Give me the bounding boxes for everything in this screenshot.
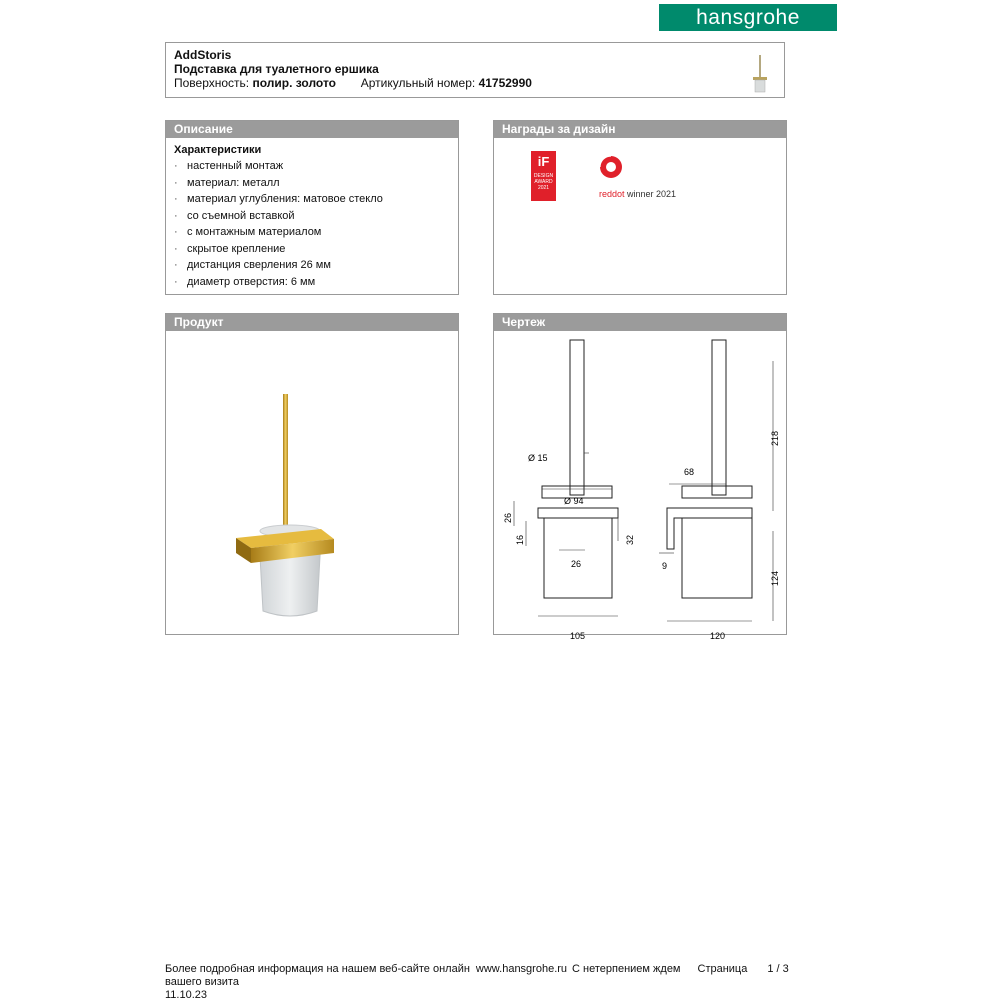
- dim-68: 68: [684, 467, 695, 477]
- dim-16: 16: [515, 534, 525, 545]
- list-item: · с монтажным материалом: [174, 226, 322, 238]
- footer-url[interactable]: www.hansgrohe.ru: [475, 963, 568, 975]
- product-panel-title: Продукт: [166, 314, 458, 331]
- product-name: AddStoris: [174, 48, 232, 62]
- surface-value: полир. золото: [252, 76, 337, 90]
- product-description: Подставка для туалетного ершика: [174, 62, 379, 76]
- list-item: · дистанция сверления 26 мм: [174, 259, 331, 271]
- article-label: Артикульный номер:: [360, 76, 476, 90]
- list-item: · настенный монтаж: [174, 160, 284, 172]
- dim-120: 120: [710, 631, 726, 641]
- dim-9: 9: [662, 561, 668, 571]
- product-header: [165, 42, 785, 98]
- list-item: · со съемной вставкой: [174, 209, 295, 222]
- drawing-title: Чертеж: [494, 314, 786, 331]
- footer-info: Более подробная информация на нашем веб-сайте онлайн: [165, 963, 470, 975]
- footer-date: 11.10.23: [165, 989, 208, 1001]
- reddot-award-label: reddot winner 2021: [599, 189, 677, 199]
- dim-26-left: 26: [503, 512, 513, 523]
- page-footer: [165, 963, 805, 1002]
- surface-article-line: [174, 76, 776, 90]
- dim-32: 32: [625, 534, 635, 545]
- product-thumbnail: [750, 53, 770, 93]
- dim-218: 218: [770, 430, 780, 446]
- awards-panel: [493, 120, 787, 295]
- list-item: · материал: металл: [174, 176, 280, 189]
- dim-124: 124: [770, 570, 780, 586]
- surface-label: Поверхность:: [174, 76, 250, 90]
- product-panel: [165, 313, 459, 635]
- dim-diameter-94: Ø 94: [564, 496, 584, 506]
- page-label: Страница: [697, 963, 748, 975]
- awards-title: Награды за дизайн: [494, 121, 786, 138]
- article-value: 41752990: [478, 76, 532, 90]
- technical-drawing: [494, 331, 786, 641]
- dim-diameter-15: Ø 15: [528, 453, 548, 463]
- dim-26-bottom: 26: [571, 559, 582, 569]
- features-list: [174, 158, 450, 290]
- dim-105: 105: [570, 631, 586, 641]
- footer-thanks: С нетерпением ждем: [572, 963, 681, 975]
- list-item: · диаметр отверстия: 6 мм: [174, 275, 316, 288]
- brand-logo: hansgrohe: [659, 4, 837, 31]
- description-panel: [165, 120, 459, 295]
- features-title: Характеристики: [174, 144, 262, 156]
- page-number: 1 / 3: [767, 963, 789, 975]
- product-image: [166, 331, 458, 634]
- description-title: Описание: [166, 121, 458, 138]
- list-item: · скрытое крепление: [174, 242, 286, 255]
- drawing-panel: [493, 313, 787, 641]
- if-design-award-logo: iF DESIGN AWARD 2021: [531, 151, 556, 201]
- footer-thanks-line2: вашего визита: [165, 976, 239, 988]
- reddot-logo-icon: [597, 153, 625, 181]
- list-item: · материал углубления: матовое стекло: [174, 193, 383, 205]
